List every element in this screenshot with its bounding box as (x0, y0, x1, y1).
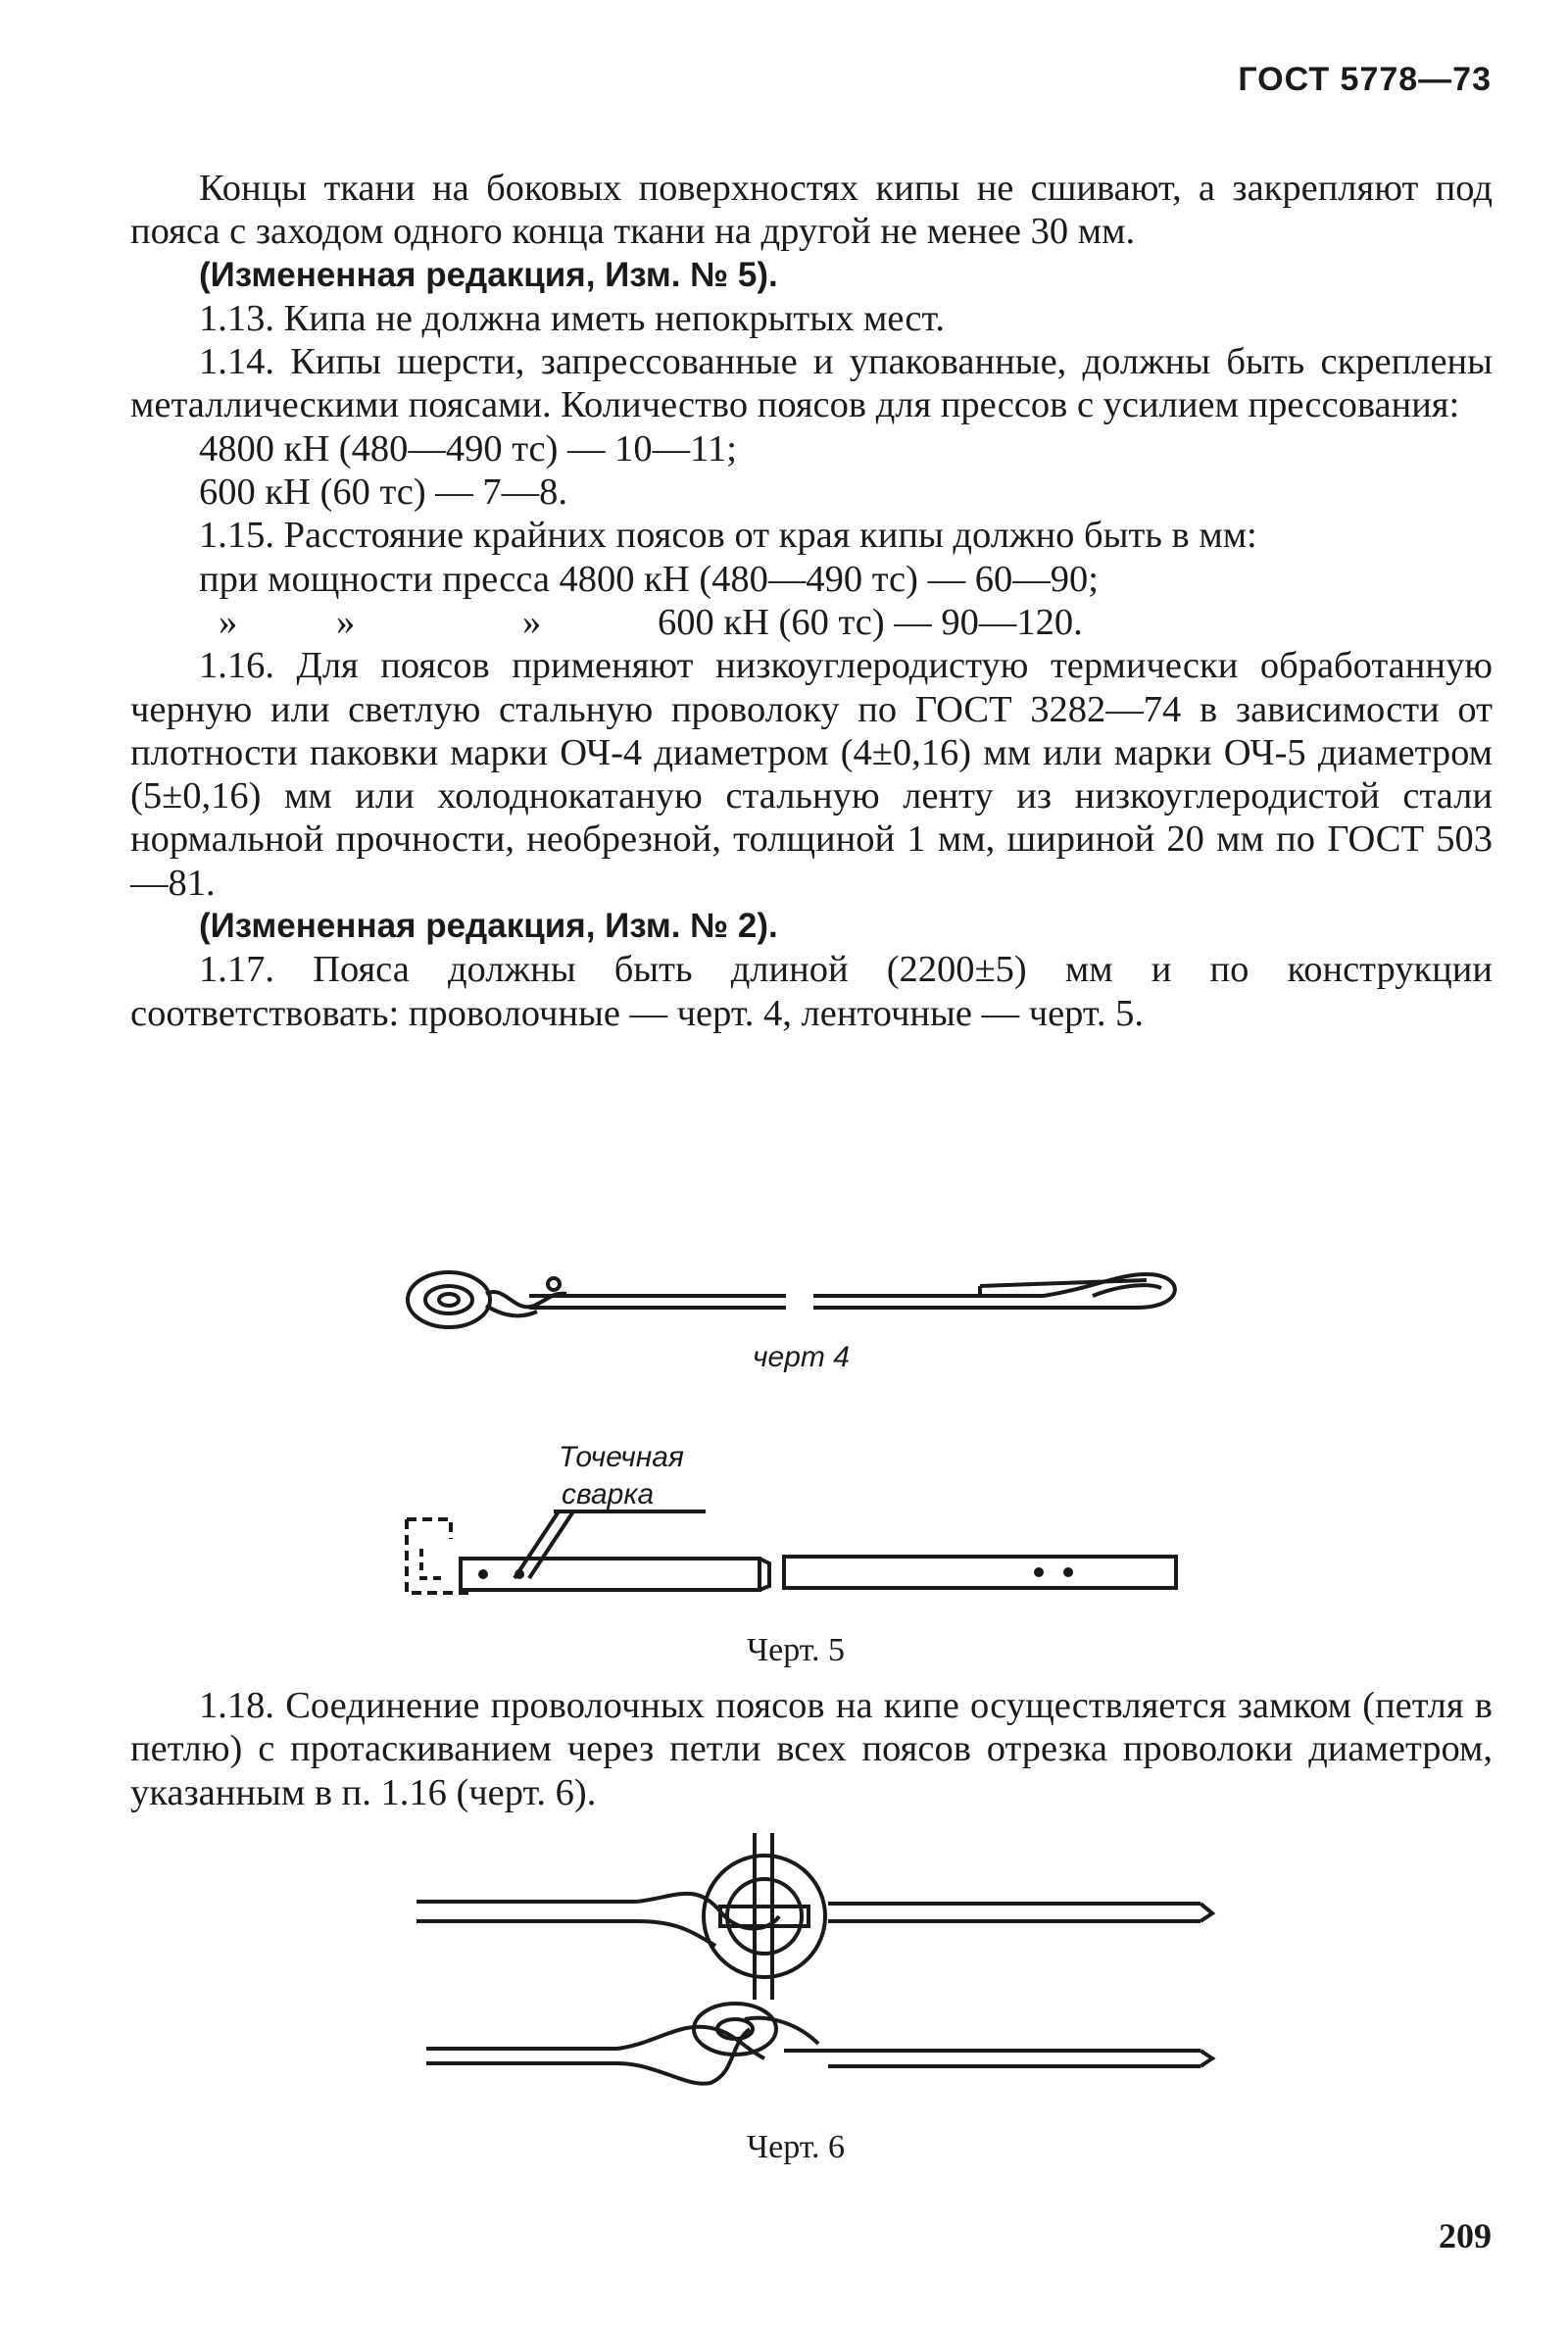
ditto-mark: » (336, 601, 356, 643)
distance-line-1: при мощности пресса 4800 кН (480—490 тс) — 60—90; (199, 558, 1099, 600)
amendment-note-5: (Измененная редакция, Изм. № 5). (199, 255, 778, 294)
ditto-mark: » (522, 601, 542, 643)
paragraph-1-14: 1.14. Кипы шерсти, запрессованные и упакованные, должны быть скреплены металлическими поясами. Количество поясов для прессов с усилием прессования: (130, 341, 1493, 426)
page-number: 209 (1439, 2216, 1492, 2255)
paragraph-1-16: 1.16. Для поясов применяют низкоуглеродистую термически обработанную черную или светлую стальную проволоку по ГОСТ 3282—74 в зависимости от плотности паковки марки ОЧ-4 диаметром (4±0,16) мм или марки ОЧ-5 диаметром (5±0,16) мм или холоднокатаную стальную ленту из низкоуглеродистой стали нормальной прочности, необрезной, толщиной 1 мм, шириной 20 мм по ГОСТ 503—81. (130, 645, 1493, 904)
paragraph-fabric-ends: Концы ткани на боковых поверхностях кипы не сшивают, а закрепляют под пояса с заходом одного конца ткани на другой не менее 30 мм. (130, 168, 1493, 253)
paragraph-1-13: 1.13. Кипа не должна иметь непокрытых мест. (199, 297, 946, 339)
figure-5-caption: Черт. 5 (747, 1632, 846, 1668)
paragraph-1-15: 1.15. Расстояние крайних поясов от края кипы должно быть в мм: (199, 515, 1257, 557)
press-force-line-1: 4800 кН (480—490 тс) — 10—11; (199, 427, 737, 470)
wire-loop-inner (425, 1286, 472, 1313)
distance-line-2 (130, 601, 1493, 644)
distance-value-2: 600 кН (60 тс) — 90—120. (658, 601, 1083, 643)
figure-6-wire-lock (397, 1823, 1240, 2107)
figure-4-wire-belt (392, 1245, 1225, 1353)
strip-piece-left (461, 1559, 760, 1590)
wire-loop-outer (408, 1272, 490, 1327)
spot-weld-label-1: Точечная (559, 1441, 684, 1473)
figure-6-caption: Черт. 6 (747, 2129, 846, 2165)
strip-piece-right (784, 1557, 1176, 1588)
document-header: ГОСТ 5778—73 (1238, 61, 1492, 98)
spot-weld-label-2: сварка (562, 1478, 655, 1511)
amendment-note-2: (Измененная редакция, Изм. № 2). (199, 907, 778, 946)
text-block-1-18 (130, 1684, 1493, 1814)
press-force-line-2: 600 кН (60 тс) — 7—8. (199, 471, 568, 514)
paragraph-1-17: 1.17. Пояса должны быть длиной (2200±5) мм и по конструкции соответствовать: проволочные — черт. 4, ленточные — черт. 5. (130, 949, 1493, 1034)
ditto-mark: » (219, 601, 238, 643)
paragraph-1-18: 1.18. Соединение проволочных поясов на кипе осуществляется замком (петля в петлю) с протаскиванием через петли всех поясов отрезка проволоки диаметром, указанным в п. 1.16 (черт. 6). (130, 1685, 1493, 1813)
figure-5-strip-belt (392, 1470, 1205, 1608)
figure-4-caption: черт 4 (753, 1341, 850, 1373)
text-block-main (130, 167, 1493, 1035)
